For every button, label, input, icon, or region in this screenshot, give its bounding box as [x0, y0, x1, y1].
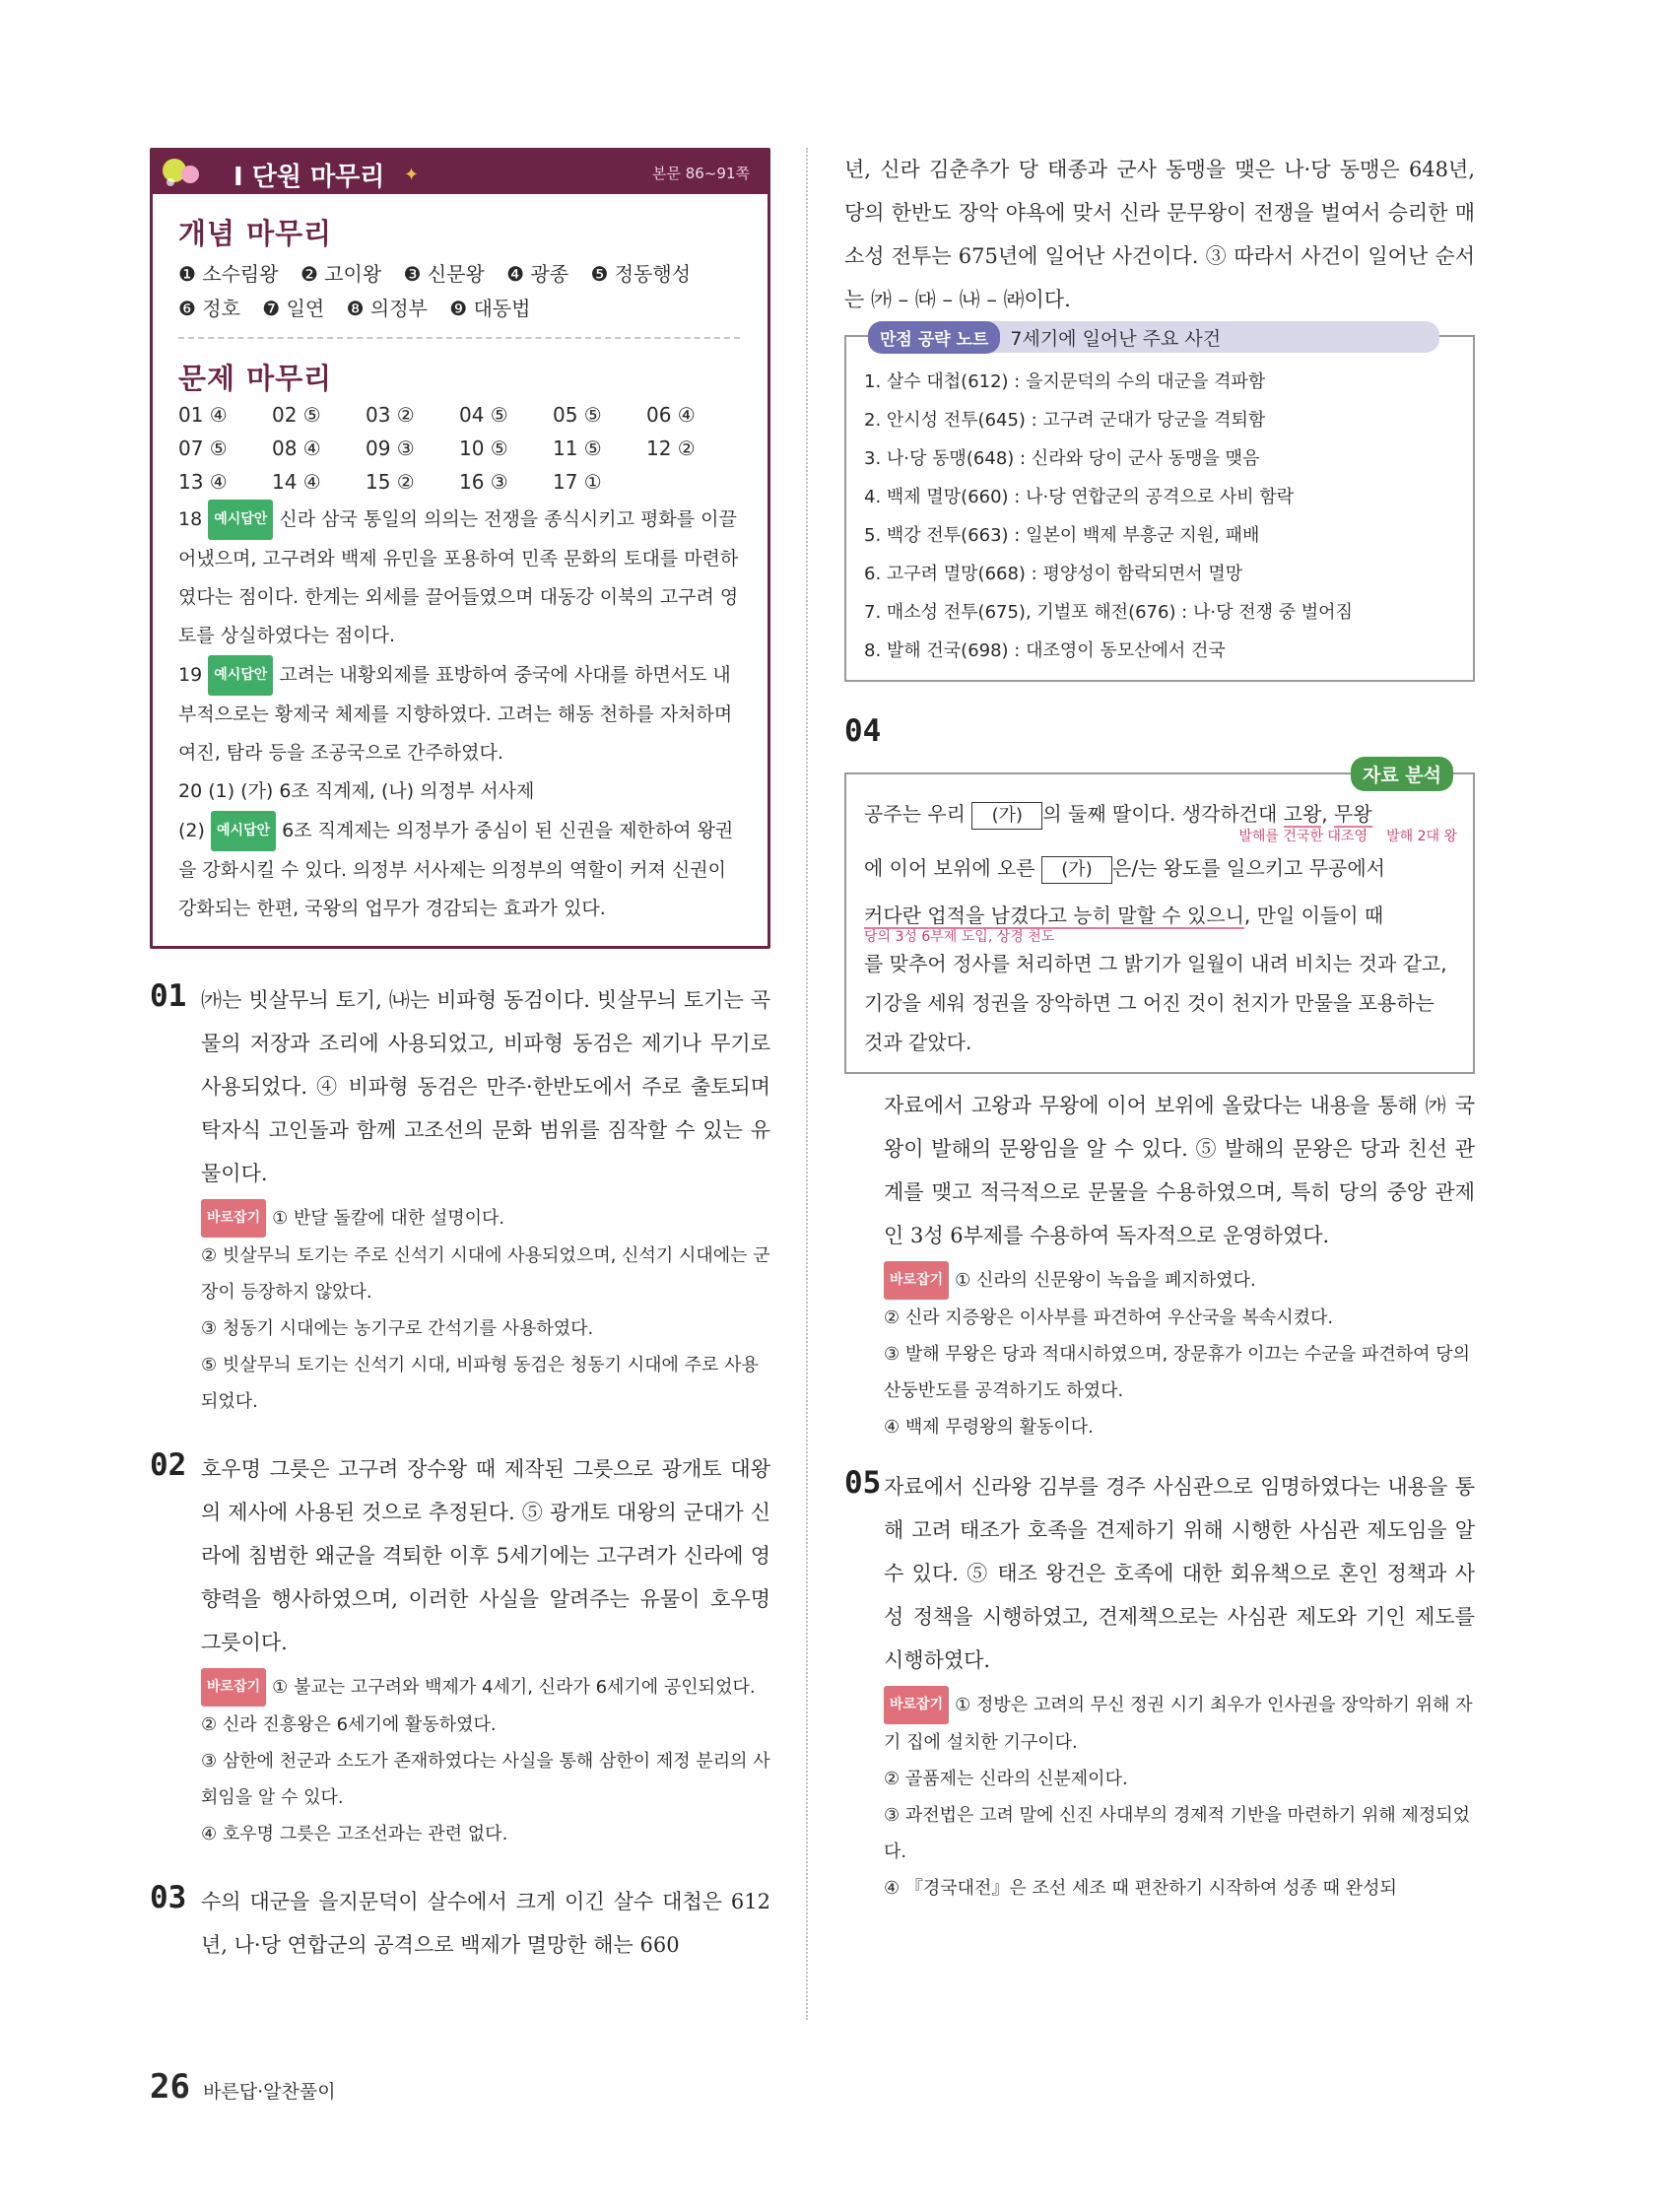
page-footer	[150, 2067, 336, 2107]
fix-line: ③ 발해 무왕은 당과 적대시하였으며, 장문휴가 이끄는 수군을 파견하여 당의 산둥반도를 공격하기도 하였다.	[884, 1344, 1470, 1401]
fix-tag: 바로잡기	[201, 1668, 266, 1707]
fix-line: ④ 백제 무령왕의 활동이다.	[884, 1417, 1094, 1438]
annotation: 발해를 건국한 대조영	[1238, 829, 1368, 844]
answer-19	[178, 655, 740, 772]
underlined-text: 커다란 업적을 남겼다고 능히 말할 수 있으니	[864, 904, 1244, 927]
question-04	[844, 713, 1475, 1445]
concept-item: ❾ 대동법	[449, 297, 531, 320]
example-answer-tag: 예시답안	[208, 655, 273, 696]
fix-line: ⑤ 빗살무늬 토기는 신석기 시대, 비파형 동검은 청동기 시대에 주로 사용되었다.	[201, 1355, 759, 1412]
concept-item: ❽ 의정부	[346, 297, 428, 320]
answer-item: 13 ④	[178, 470, 228, 494]
fix-line: ② 빗살무늬 토기는 주로 신석기 시대에 사용되었으며, 신석기 시대에는 군장이 등장하지 않았다.	[201, 1245, 770, 1303]
fix-line	[884, 1261, 1475, 1300]
answer-item: 02 ⑤	[272, 403, 321, 427]
note-item: 5. 백강 전투(663) : 일본이 백제 부흥군 지원, 패배	[864, 525, 1260, 546]
source-text: 은/는 왕도를 일으키고 무공에서	[1112, 856, 1385, 880]
question-explanation: 자료에서 신라왕 김부를 경주 사심관으로 임명하였다는 내용을 통해 고려 태조가 호족을 견제하기 위해 시행한 사심관 제도임을 알 수 있다. ⑤ 태조 왕건은 호족에 대한 회유책으로 혼인 정책과 사성 정책을 시행하였고, 견제책으로는 사심관 제도와 기인 제도를 시행하였다.	[884, 1475, 1475, 1672]
answer-item: 17 ①	[553, 470, 602, 494]
source-text: 공주는 우리	[864, 802, 972, 826]
unit-summary-box	[150, 148, 770, 949]
fix-text: ① 정방은 고려의 무신 정권 시기 최우가 인사권을 장악하기 위해 자기 집에 설치한 기구이다.	[884, 1695, 1473, 1753]
source-analysis-tag: 자료 분석	[1351, 757, 1453, 791]
concept-summary-title: 개념 마무리	[178, 217, 333, 250]
answer-number: (2)	[178, 820, 205, 841]
book-label: 바른답·알찬풀이	[203, 2081, 336, 2103]
concept-row-2	[178, 293, 740, 321]
fix-line	[201, 1668, 770, 1707]
note-item: 8. 발해 건국(698) : 대조영이 동모산에서 건국	[864, 640, 1226, 661]
concept-item: ❶ 소수림왕	[178, 262, 279, 286]
concept-item: ❻ 정호	[178, 297, 240, 320]
note-item: 4. 백제 멸망(660) : 나·당 연합군의 공격으로 사비 함락	[864, 487, 1295, 507]
question-04-body	[844, 1084, 1475, 1445]
fix-tag: 바로잡기	[201, 1199, 266, 1238]
answer-text: 고려는 내황외제를 표방하여 중국에 사대를 하면서도 내부적으로는 황제국 체제를 지향하였다. 고려는 해동 천하를 자처하며 여진, 탐라 등을 조공국으로 간주하였다.	[178, 664, 733, 764]
page-number: 26	[150, 2067, 190, 2107]
fix-text: ① 신라의 신문왕이 녹읍을 폐지하였다.	[955, 1270, 1256, 1291]
underlined-text: 무왕	[1334, 802, 1372, 826]
question-number: 02	[150, 1447, 187, 1483]
column-divider	[806, 148, 808, 2020]
right-column	[844, 148, 1475, 1907]
answer-text: 6조 직계제는 의정부가 중심이 된 신권을 제한하여 왕권을 강화시킬 수 있다. 의정부 서사제는 의정부의 역할이 커져 신권이 강화되는 한편, 국왕의 업무가 경감되는 효과가 있다.	[178, 820, 734, 919]
fix-tag: 바로잡기	[884, 1686, 949, 1724]
concept-item: ❼ 일연	[262, 297, 325, 320]
fix-line: ② 골품제는 신라의 신분제이다.	[884, 1769, 1128, 1789]
source-line	[864, 844, 1457, 892]
answer-item: 09 ③	[366, 436, 415, 460]
example-answer-tag: 예시답안	[208, 500, 273, 540]
flower-decoration-icon	[161, 155, 204, 188]
fix-line	[201, 1199, 770, 1238]
fix-tag: 바로잡기	[884, 1261, 949, 1300]
note-item: 7. 매소성 전투(675), 기벌포 해전(676) : 나·당 전쟁 중 벌어짐	[864, 602, 1353, 623]
note-item: 3. 나·당 동맹(648) : 신라와 당이 군사 동맹을 맺음	[864, 448, 1260, 469]
fix-line: ④ 『경국대전』은 조선 세조 때 편찬하기 시작하여 성종 때 완성되	[884, 1878, 1397, 1899]
question-number: 05	[844, 1465, 882, 1501]
answer-item: 08 ④	[272, 436, 321, 460]
page-reference: 본문 86~91쪽	[652, 165, 750, 182]
answer-item: 11 ⑤	[553, 436, 602, 460]
answer-20-1: 20 (1) (가) 6조 직계제, (나) 의정부 서사제	[178, 780, 535, 802]
question-explanation: 호우명 그릇은 고구려 장수왕 때 제작된 그릇으로 광개토 대왕의 제사에 사용된 것으로 추정된다. ⑤ 광개토 대왕의 군대가 신라에 침범한 왜군을 격퇴한 이후 5세기에는 고구려가 신라에 영향력을 행사하였으며, 이러한 사실을 알려주는 유물이 호우명 그릇이다.	[201, 1457, 770, 1654]
source-line: 를 맞추어 정사를 처리하면 그 밝기가 일월이 내려 비치는 것과 같고, 기강을 세워 정권을 장악하면 그 어진 것이 천지가 만물을 포용하는 것과 같았다.	[864, 952, 1447, 1054]
question-number: 04	[844, 713, 882, 749]
concept-row-1	[178, 258, 740, 287]
concept-item: ❹ 광종	[506, 262, 569, 286]
answer-text: 신라 삼국 통일의 의의는 전쟁을 종식시키고 평화를 이끌어냈으며, 고구려와 백제 유민을 포용하여 민족 문화의 토대를 마련하였다는 점이다. 한계는 외세를 끌어들였으며 대동강 이북의 고구려 영토를 상실하였다는 점이다.	[178, 508, 739, 646]
answer-item: 12 ②	[646, 436, 696, 460]
note-header	[868, 321, 1439, 353]
sparkle-icon: ✦	[404, 165, 420, 185]
answer-item: 01 ④	[178, 403, 228, 427]
answer-item: 15 ②	[366, 470, 415, 494]
question-03	[150, 1880, 770, 1967]
question-explanation: ㈎는 빗살무늬 토기, ㈏는 비파형 동검이다. 빗살무늬 토기는 곡물의 저장과 조리에 사용되었고, 비파형 동검은 제기나 무기로 사용되었다. ④ 비파형 동검은 만주·한반도에서 주로 출토되며 탁자식 고인돌과 함께 고조선의 문화 범위를 짐작할 수 있는 유물이다.	[201, 988, 770, 1185]
answer-item: 06 ④	[646, 403, 696, 427]
note-pill: 만점 공략 노트	[868, 321, 1000, 354]
note-item: 6. 고구려 멸망(668) : 평양성이 함락되면서 멸망	[864, 564, 1243, 584]
note-item: 1. 살수 대첩(612) : 을지문덕의 수의 대군을 격파함	[864, 371, 1266, 392]
answer-item: 16 ③	[459, 470, 508, 494]
source-text: ,	[1321, 802, 1334, 826]
question-number: 03	[150, 1880, 187, 1915]
unit-summary-title: Ⅰ 단원 마무리	[234, 163, 385, 192]
left-column	[150, 148, 770, 1967]
example-answer-tag: 예시답안	[211, 811, 276, 851]
answer-item: 04 ⑤	[459, 403, 508, 427]
answer-number: 19	[178, 664, 203, 686]
answer-item: 14 ④	[272, 470, 321, 494]
blank-box: (가)	[1041, 856, 1112, 884]
question-explanation: 자료에서 고왕과 무왕에 이어 보위에 올랐다는 내용을 통해 ㈎ 국왕이 발해의 문왕임을 알 수 있다. ⑤ 발해의 문왕은 당과 친선 관계를 맺고 적극적으로 문물을 수용하였으며, 특히 당의 중앙 관제인 3성 6부제를 수용하여 독자적으로 운영하였다.	[884, 1094, 1475, 1247]
fix-line	[884, 1686, 1475, 1761]
fix-line: ③ 과전법은 고려 말에 신진 사대부의 경제적 기반을 마련하기 위해 제정되었다.	[884, 1805, 1470, 1862]
problem-summary-title: 문제 마무리	[178, 362, 333, 395]
note-title: 7세기에 일어난 주요 사건	[1010, 328, 1222, 350]
answer-18	[178, 500, 740, 655]
fix-text: ① 반달 돌칼에 대한 설명이다.	[272, 1208, 505, 1229]
fix-text: ① 불교는 고구려와 백제가 4세기, 신라가 6세기에 공인되었다.	[272, 1677, 756, 1698]
underlined-text: 고왕	[1283, 802, 1322, 826]
source-box	[844, 765, 1475, 1074]
annotation: 당의 3성 6부제 도입, 상경 천도	[864, 929, 1055, 945]
note-box	[844, 328, 1475, 682]
fix-line: ② 신라 지증왕은 이사부를 파견하여 우산국을 복속시켰다.	[884, 1307, 1334, 1328]
question-02	[150, 1447, 770, 1852]
annotation: 발해 2대 왕	[1386, 829, 1457, 844]
source-text: 의 둘째 딸이다. 생각하건대	[1042, 802, 1284, 826]
answer-grid	[178, 403, 740, 494]
question-05	[844, 1465, 1475, 1907]
answer-item: 03 ②	[366, 403, 415, 427]
question-01	[150, 978, 770, 1420]
unit-summary-header	[153, 151, 767, 194]
blank-box: (가)	[971, 802, 1042, 830]
answer-item: 10 ⑤	[459, 436, 508, 460]
question-03-continued: 년, 신라 김춘추가 당 태종과 군사 동맹을 맺은 나·당 동맹은 648년, 당의 한반도 장악 야욕에 맞서 신라 문무왕이 전쟁을 벌여서 승리한 매소성 전투는 675년에 일어난 사건이다. ③ 따라서 사건이 일어난 순서는 ㈎ – ㈐ – ㈏ – ㈑이다.	[844, 158, 1475, 311]
answer-number: 18	[178, 508, 203, 530]
fix-line: ② 신라 진흥왕은 6세기에 활동하였다.	[201, 1714, 497, 1735]
note-item: 2. 안시성 전투(645) : 고구려 군대가 당군을 격퇴함	[864, 410, 1266, 431]
fix-line: ④ 호우명 그릇은 고조선과는 관련 없다.	[201, 1824, 508, 1844]
question-number: 01	[150, 978, 187, 1014]
answer-item: 07 ⑤	[178, 436, 228, 460]
concept-item: ❸ 신문왕	[403, 262, 485, 286]
answer-item: 05 ⑤	[553, 403, 602, 427]
question-explanation: 수의 대군을 을지문덕이 살수에서 크게 이긴 살수 대첩은 612년, 나·당 연합군의 공격으로 백제가 멸망한 해는 660	[201, 1890, 770, 1957]
source-text: , 만일 이들이 때	[1243, 904, 1384, 927]
dashed-divider	[178, 337, 740, 339]
concept-item: ❺ 정동행성	[590, 262, 692, 286]
concept-item: ❷ 고이왕	[300, 262, 382, 286]
fix-line: ③ 삼한에 천군과 소도가 존재하였다는 사실을 통해 삼한이 제정 분리의 사회임을 알 수 있다.	[201, 1751, 770, 1808]
source-text: 에 이어 보위에 오른	[864, 856, 1041, 880]
fix-line: ③ 청동기 시대에는 농기구로 간석기를 사용하였다.	[201, 1318, 594, 1339]
answer-20-2	[178, 811, 740, 928]
